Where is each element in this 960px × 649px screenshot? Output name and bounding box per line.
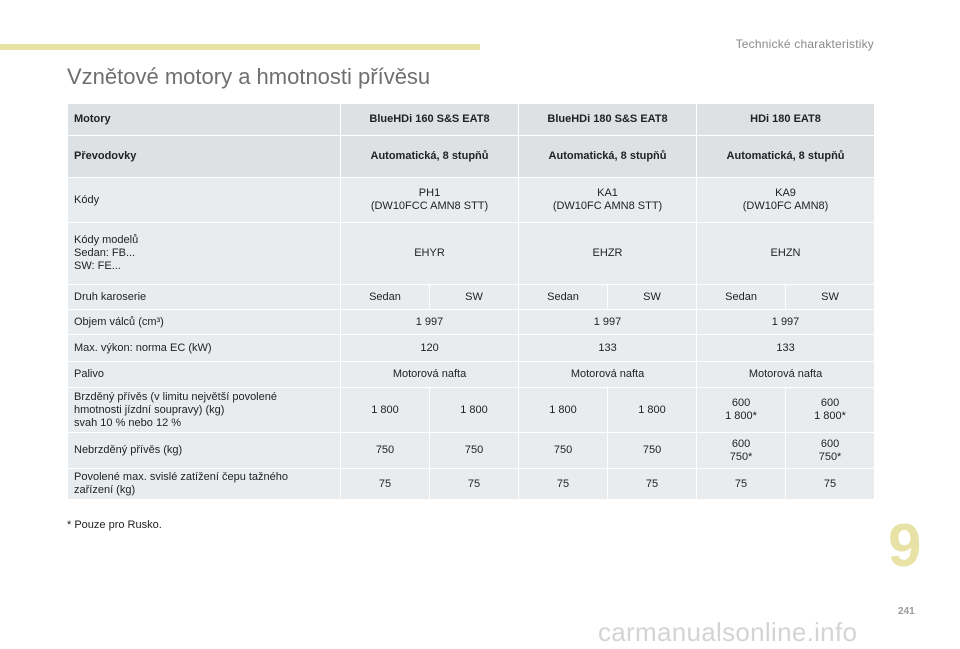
row-label: Objem válců (cm³) bbox=[68, 310, 341, 335]
engine-header: HDi 180 EAT8 bbox=[697, 104, 875, 136]
body-type-cell: SW bbox=[786, 285, 875, 310]
fuel-cell: Motorová nafta bbox=[697, 362, 875, 388]
footnote: * Pouze pro Rusko. bbox=[67, 519, 162, 531]
towbar-load-cell: 75 bbox=[786, 469, 875, 500]
row-label: Nebrzděný přívěs (kg) bbox=[68, 433, 341, 469]
gearbox-cell: Automatická, 8 stupňů bbox=[341, 136, 519, 178]
braked-trailer-cell: 600 1 800* bbox=[697, 388, 786, 433]
body-type-cell: Sedan bbox=[519, 285, 608, 310]
code-cell: KA9 (DW10FC AMN8) bbox=[697, 178, 875, 223]
towbar-load-cell: 75 bbox=[608, 469, 697, 500]
gearbox-cell: Automatická, 8 stupňů bbox=[697, 136, 875, 178]
table-row bbox=[68, 388, 875, 433]
table-row bbox=[68, 178, 875, 223]
power-cell: 133 bbox=[697, 335, 875, 362]
table-row bbox=[68, 433, 875, 469]
watermark: carmanualsonline.info bbox=[598, 617, 858, 647]
row-label: Brzděný přívěs (v limitu největší povolené hmotnosti jízdní soupravy) (kg) svah 10 % nebo 12 % bbox=[68, 388, 341, 433]
row-label: Motory bbox=[68, 104, 341, 136]
braked-trailer-cell: 1 800 bbox=[430, 388, 519, 433]
row-label: Povolené max. svislé zatížení čepu tažného zařízení (kg) bbox=[68, 469, 341, 500]
section-title: Technické charakteristiky bbox=[735, 37, 874, 51]
body-type-cell: Sedan bbox=[341, 285, 430, 310]
page-number: 241 bbox=[898, 606, 915, 617]
row-label: Palivo bbox=[68, 362, 341, 388]
braked-trailer-cell: 1 800 bbox=[341, 388, 430, 433]
displacement-cell: 1 997 bbox=[697, 310, 875, 335]
displacement-cell: 1 997 bbox=[519, 310, 697, 335]
row-label: Převodovky bbox=[68, 136, 341, 178]
unbraked-trailer-cell: 750 bbox=[608, 433, 697, 469]
model-code-cell: EHZR bbox=[519, 223, 697, 285]
code-cell: PH1 (DW10FCC AMN8 STT) bbox=[341, 178, 519, 223]
row-label: Druh karoserie bbox=[68, 285, 341, 310]
code-cell: KA1 (DW10FC AMN8 STT) bbox=[519, 178, 697, 223]
unbraked-trailer-cell: 600 750* bbox=[697, 433, 786, 469]
body-type-cell: Sedan bbox=[697, 285, 786, 310]
fuel-cell: Motorová nafta bbox=[519, 362, 697, 388]
table-row bbox=[68, 136, 875, 178]
engine-spec-table bbox=[67, 103, 875, 500]
unbraked-trailer-cell: 750 bbox=[430, 433, 519, 469]
page-title: Vznětové motory a hmotnosti přívěsu bbox=[67, 64, 431, 89]
body-type-cell: SW bbox=[430, 285, 519, 310]
table-row bbox=[68, 362, 875, 388]
unbraked-trailer-cell: 600 750* bbox=[786, 433, 875, 469]
engine-header: BlueHDi 180 S&S EAT8 bbox=[519, 104, 697, 136]
table-row bbox=[68, 223, 875, 285]
displacement-cell: 1 997 bbox=[341, 310, 519, 335]
unbraked-trailer-cell: 750 bbox=[341, 433, 430, 469]
braked-trailer-cell: 600 1 800* bbox=[786, 388, 875, 433]
power-cell: 120 bbox=[341, 335, 519, 362]
fuel-cell: Motorová nafta bbox=[341, 362, 519, 388]
table-row bbox=[68, 335, 875, 362]
towbar-load-cell: 75 bbox=[519, 469, 608, 500]
model-code-cell: EHZN bbox=[697, 223, 875, 285]
row-label: Max. výkon: norma EC (kW) bbox=[68, 335, 341, 362]
chapter-number: 9 bbox=[888, 512, 922, 579]
towbar-load-cell: 75 bbox=[697, 469, 786, 500]
row-label: Kódy bbox=[68, 178, 341, 223]
unbraked-trailer-cell: 750 bbox=[519, 433, 608, 469]
table-row bbox=[68, 469, 875, 500]
power-cell: 133 bbox=[519, 335, 697, 362]
engine-header: BlueHDi 160 S&S EAT8 bbox=[341, 104, 519, 136]
towbar-load-cell: 75 bbox=[341, 469, 430, 500]
braked-trailer-cell: 1 800 bbox=[608, 388, 697, 433]
braked-trailer-cell: 1 800 bbox=[519, 388, 608, 433]
body-type-cell: SW bbox=[608, 285, 697, 310]
table-row bbox=[68, 310, 875, 335]
table-row bbox=[68, 104, 875, 136]
model-code-cell: EHYR bbox=[341, 223, 519, 285]
row-label: Kódy modelů Sedan: FB... SW: FE... bbox=[68, 223, 341, 285]
table-row bbox=[68, 285, 875, 310]
header-accent-bar bbox=[0, 44, 480, 50]
towbar-load-cell: 75 bbox=[430, 469, 519, 500]
gearbox-cell: Automatická, 8 stupňů bbox=[519, 136, 697, 178]
